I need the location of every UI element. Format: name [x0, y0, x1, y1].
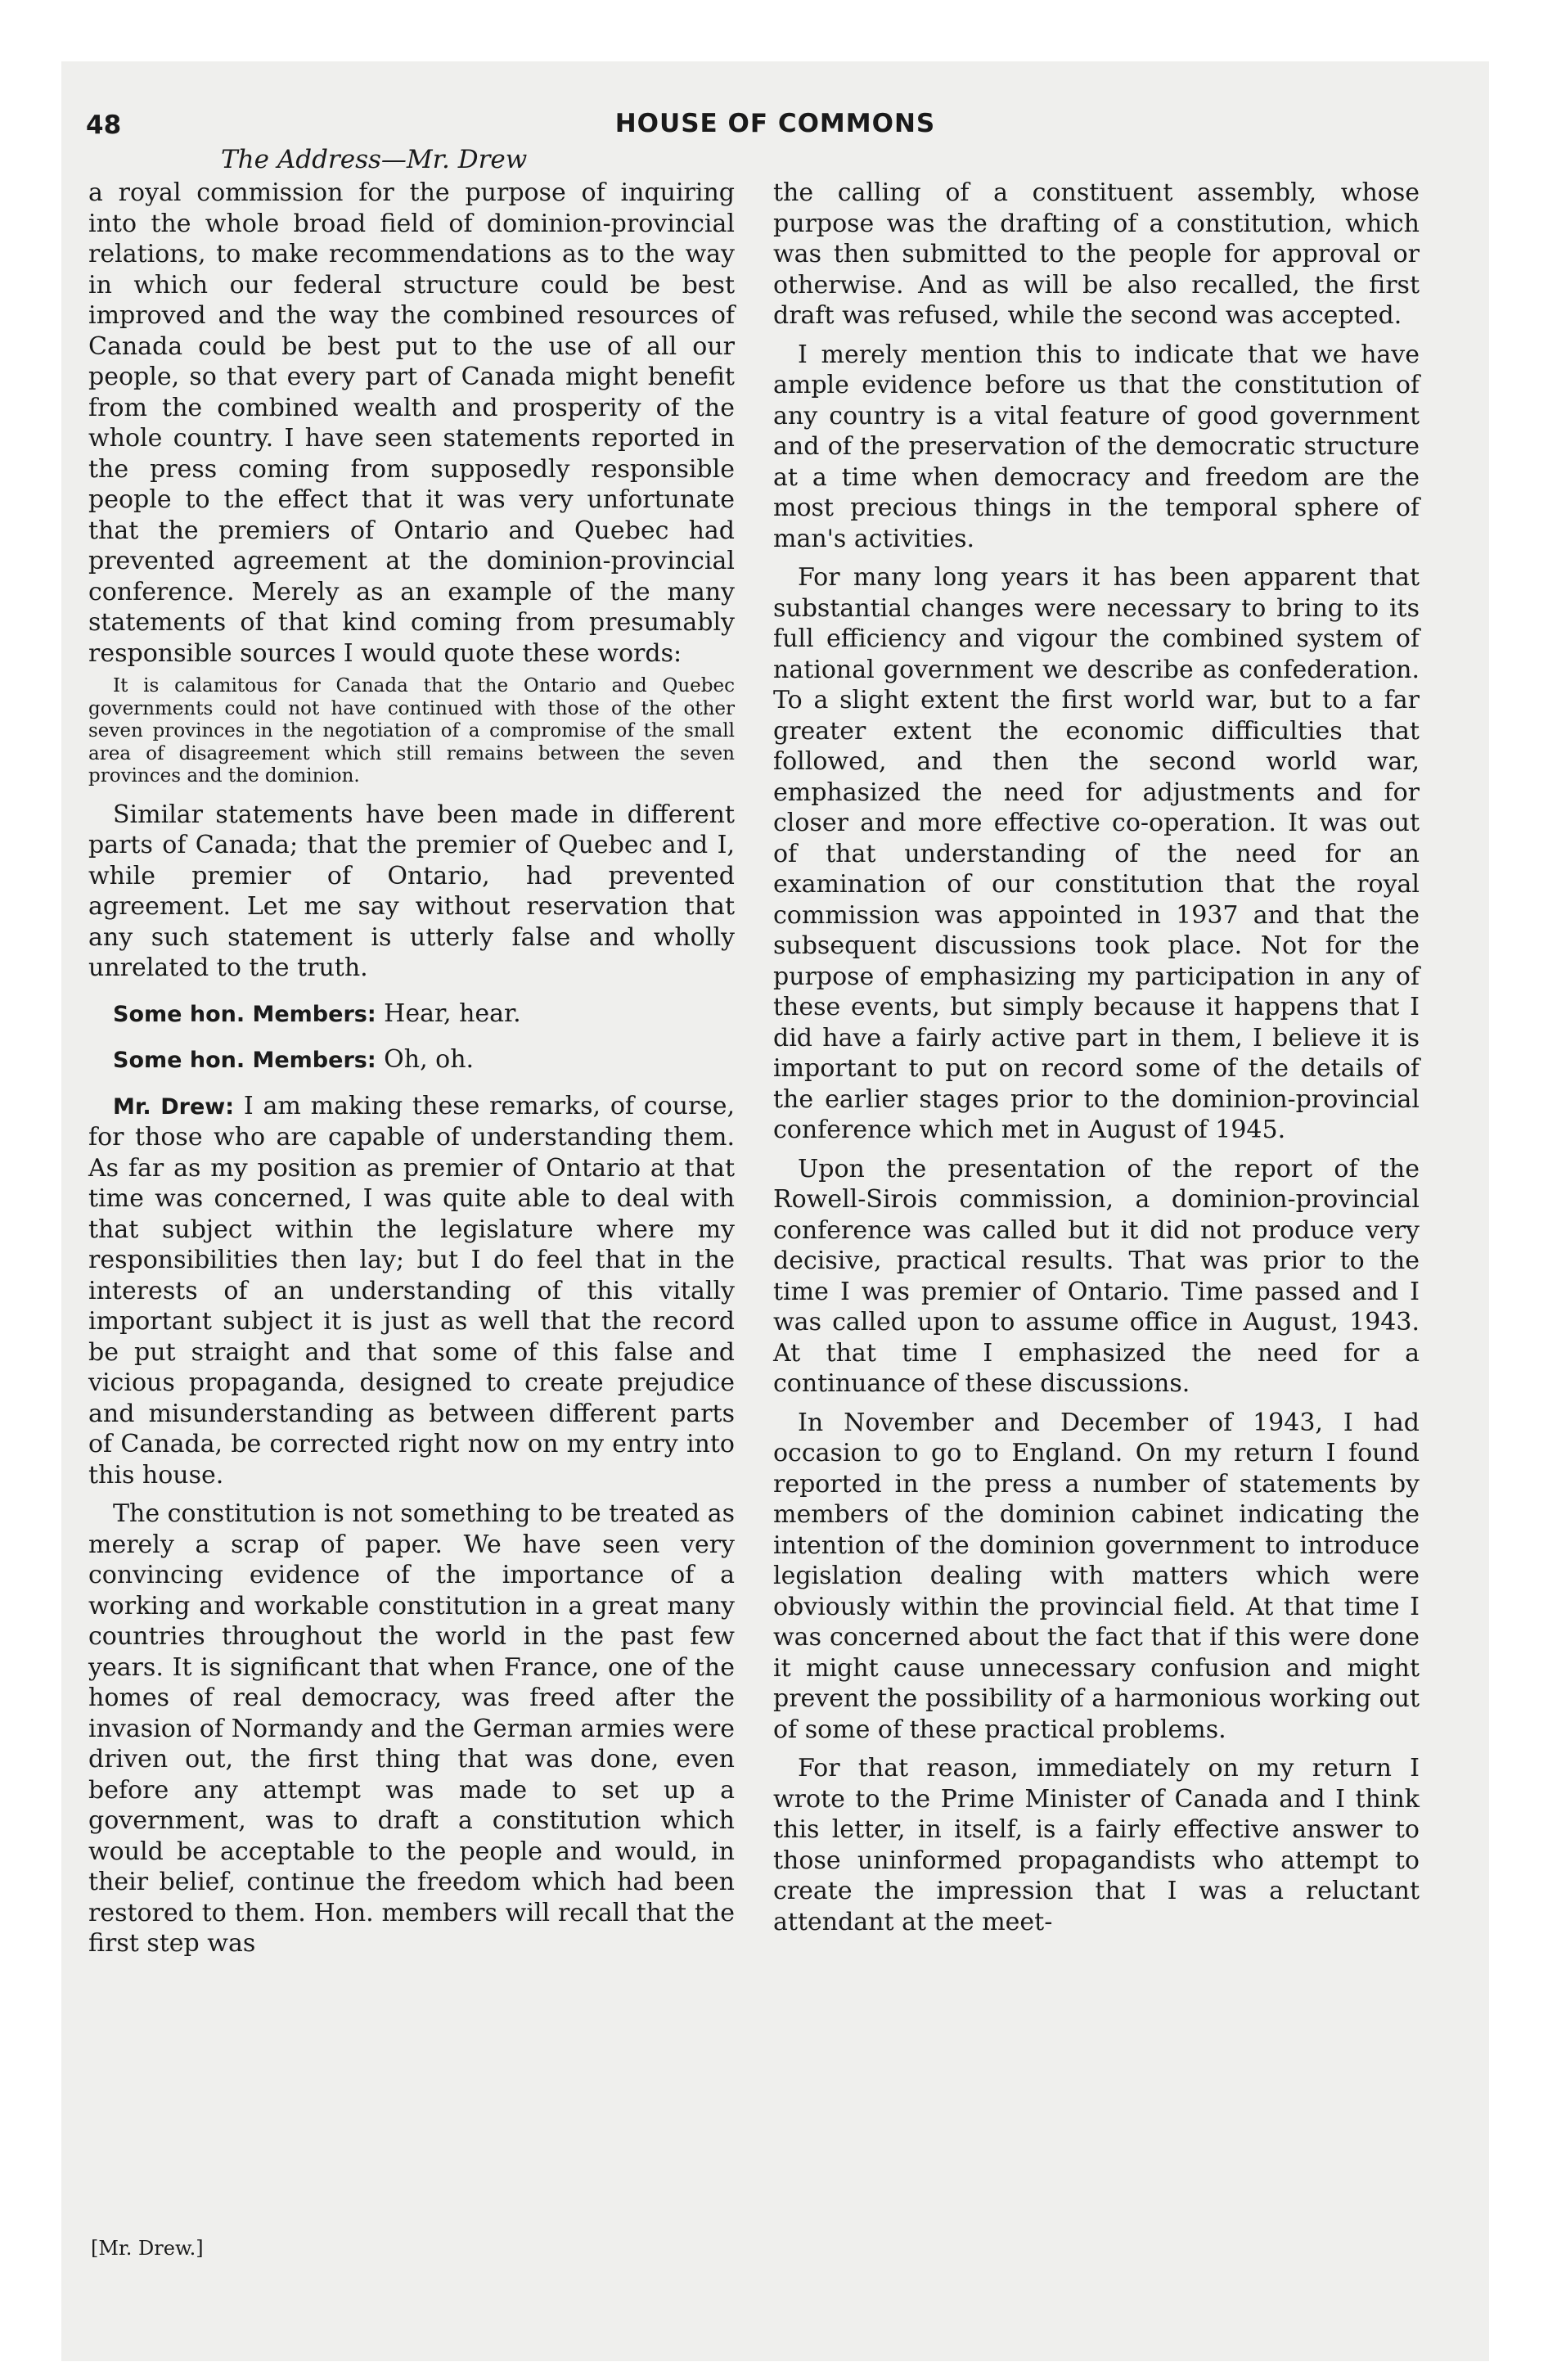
paragraph: Similar statements have been made in different parts of Canada; that the premier of Quebec and I, while premier of Ontario, had prevented agreement. Let me say without reservation that any such statement is utterly false and wholly unrelated to the truth. [88, 800, 735, 982]
page-number: 48 [86, 110, 122, 140]
right-column [773, 178, 1420, 1937]
interjection [88, 998, 735, 1030]
document-page [61, 61, 1489, 2361]
paragraph: the calling of a constituent assembly, whose purpose was the drafting of a constitution, which was then submitted to the people for approval or otherwise. And as will be also recalled, the first draft was refused, while the second was accepted. [773, 178, 1420, 330]
paragraph: For that reason, immediately on my return I wrote to the Prime Minister of Canada and I think this letter, in itself, is a fairly effective answer to those uninformed propagandists who attempt to create the impression that I was a reluctant attendant at the meet- [773, 1754, 1420, 1936]
running-head: HOUSE OF COMMONS [614, 109, 936, 138]
paragraph: In November and December of 1943, I had occasion to go to England. On my return I found reported in the press a number of statements by members of the dominion cabinet indicating the intention of the dominion government to introduce legislation dealing with matters which were obviously within the provincial field. At that time I was concerned about the fact that if this were done it might cause unnecessary confusion and might prevent the possibility of a harmonious working out of some of these practical problems. [773, 1408, 1420, 1744]
speaker-name: Some hon. Members: [113, 1001, 376, 1027]
speaker-name: Some hon. Members: [113, 1048, 376, 1073]
block-quote: It is calamitous for Canada that the Ontario and Quebec governments could not have continued with those of the other seven provinces in the negotiation of a compromise of the small area of disagreement which still remains between the seven provinces and the dominion. [88, 675, 735, 787]
speech-paragraph [88, 1091, 735, 1491]
speech-text: I am making these remarks, of course, for those who are capable of understanding them. As far as my position as premier of Ontario at that time was concerned, I was quite able to deal with that subject within the legislature where my responsibilities then lay; but I do feel that in the interests of an understanding of this vitally important subject it is just as well that the record be put straight and that some of this false and vicious propaganda, designed to create prejudice and misunderstanding as between different parts of Canada, be corrected right now on my entry into this house. [88, 1091, 735, 1490]
speaker-name: Mr. Drew: [113, 1093, 235, 1120]
paragraph: For many long years it has been apparent that substantial changes were necessary to bring to its full efficiency and vigour the combined system of national government we describe as confederation. To a slight extent the first world war, but to a far greater extent the economic difficulties that followed, and then the second world war, emphasized the need for adjustments and for closer and more effective co-operation. It was out of that understanding of the need for an examination of our constitution that the royal commission was appointed in 1937 and that the subsequent discussions took place. Not for the purpose of emphasizing my participation in any of these events, but simply because it happens that I did have a fairly active part in them, I believe it is important to put on record some of the details of the earlier stages prior to the dominion-provincial conference which met in August of 1945. [773, 563, 1420, 1144]
interjection-text: Oh, oh. [376, 1045, 475, 1074]
interjection-text: Hear, hear. [376, 998, 521, 1028]
interjection [88, 1044, 735, 1076]
paragraph: The constitution is not something to be treated as merely a scrap of paper. We have seen very convincing evidence of the importance of a working and workable constitution in a great many countries throughout the world in the past few years. It is significant that when France, one of the homes of real democracy, was freed after the invasion of Normandy and the German armies were driven out, the first thing that was done, even before any attempt was made to set up a government, was to draft a constitution which would be acceptable to the people and would, in their belief, continue the freedom which had been restored to them. Hon. members will recall that the first step was [88, 1499, 736, 1958]
paragraph: a royal commission for the purpose of inquiring into the whole broad field of dominion-provincial relations, to make recommendations as to the way in which our federal structure could be best improved and the way the combined resources of Canada could be best put to the use of all our people, so that every part of Canada might benefit from the combined wealth and prosperity of the whole country. I have seen statements reported in the press coming from supposedly responsible people to the effect that it was very unfortunate that the premiers of Ontario and Quebec had prevented agreement at the dominion-provincial conference. Merely as an example of the many statements of that kind coming from presumably responsible sources I would quote these words: [88, 178, 735, 668]
paragraph: I merely mention this to indicate that we have ample evidence before us that the constitution of any country is a vital feature of good government and of the preservation of the democratic structure at a time when democracy and freedom are the most precious things in the temporal sphere of man's activities. [773, 340, 1420, 553]
paragraph: Upon the presentation of the report of the Rowell-Sirois commission, a dominion-provincial conference was called but it did not produce very decisive, practical results. That was prior to the time I was premier of Ontario. Time passed and I was called upon to assume office in August, 1943. At that time I emphasized the need for a continuance of these discussions. [773, 1154, 1420, 1398]
left-column [88, 178, 735, 1959]
section-subhead: The Address—Mr. Drew [221, 145, 528, 174]
footer-speaker-ref: [Mr. Drew.] [91, 2237, 204, 2260]
